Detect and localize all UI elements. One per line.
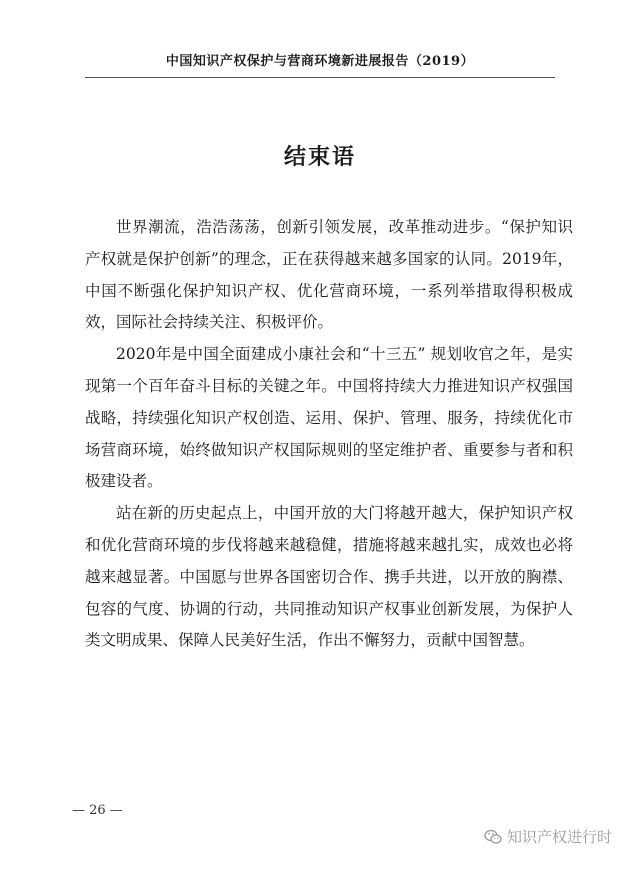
page-number: — 26 — [72,803,123,818]
paragraph-2: 2020年是中国全面建成小康社会和“十三五” 规划收官之年，是实现第一个百年奋斗目标的关键之年。中国将持续大力推进知识产权强国战略，持续强化知识产权创造、运用、保护、管理、服务，持续优化市场营商环境，始终做知识产权国际规则的坚定维护者、重要参与者和积极建设者。 [85,345,573,491]
header-divider [85,77,555,78]
paragraph-1: 世界潮流，浩浩荡荡，创新引领发展，改革推动进步。“保护知识产权就是保护创新”的理念，正在获得越来越多国家的认同。2019年，中国不断强化保护知识产权、优化营商环境，一系列举措取得积极成效，国际社会持续关注、积极评价。 [85,218,573,332]
wechat-icon [484,829,502,845]
body-text [85,212,573,657]
watermark [484,826,612,847]
page-title: 结束语 [283,145,356,170]
watermark-text: 知识产权进行时 [507,828,613,846]
running-header: 中国知识产权保护与营商环境新进展报告（2019） [165,54,475,69]
paragraph-3: 站在新的历史起点上，中国开放的大门将越开越大，保护知识产权和优化营商环境的步伐将越来越稳健，措施将越来越扎实，成效也必将越来越显著。中国愿与世界各国密切合作、携手共进，以开放的胸襟、包容的气度、协调的行动，共同推动知识产权事业创新发展，为保护人类文明成果、保障人民美好生活，作出不懈努力，贡献中国智慧。 [85,504,573,650]
